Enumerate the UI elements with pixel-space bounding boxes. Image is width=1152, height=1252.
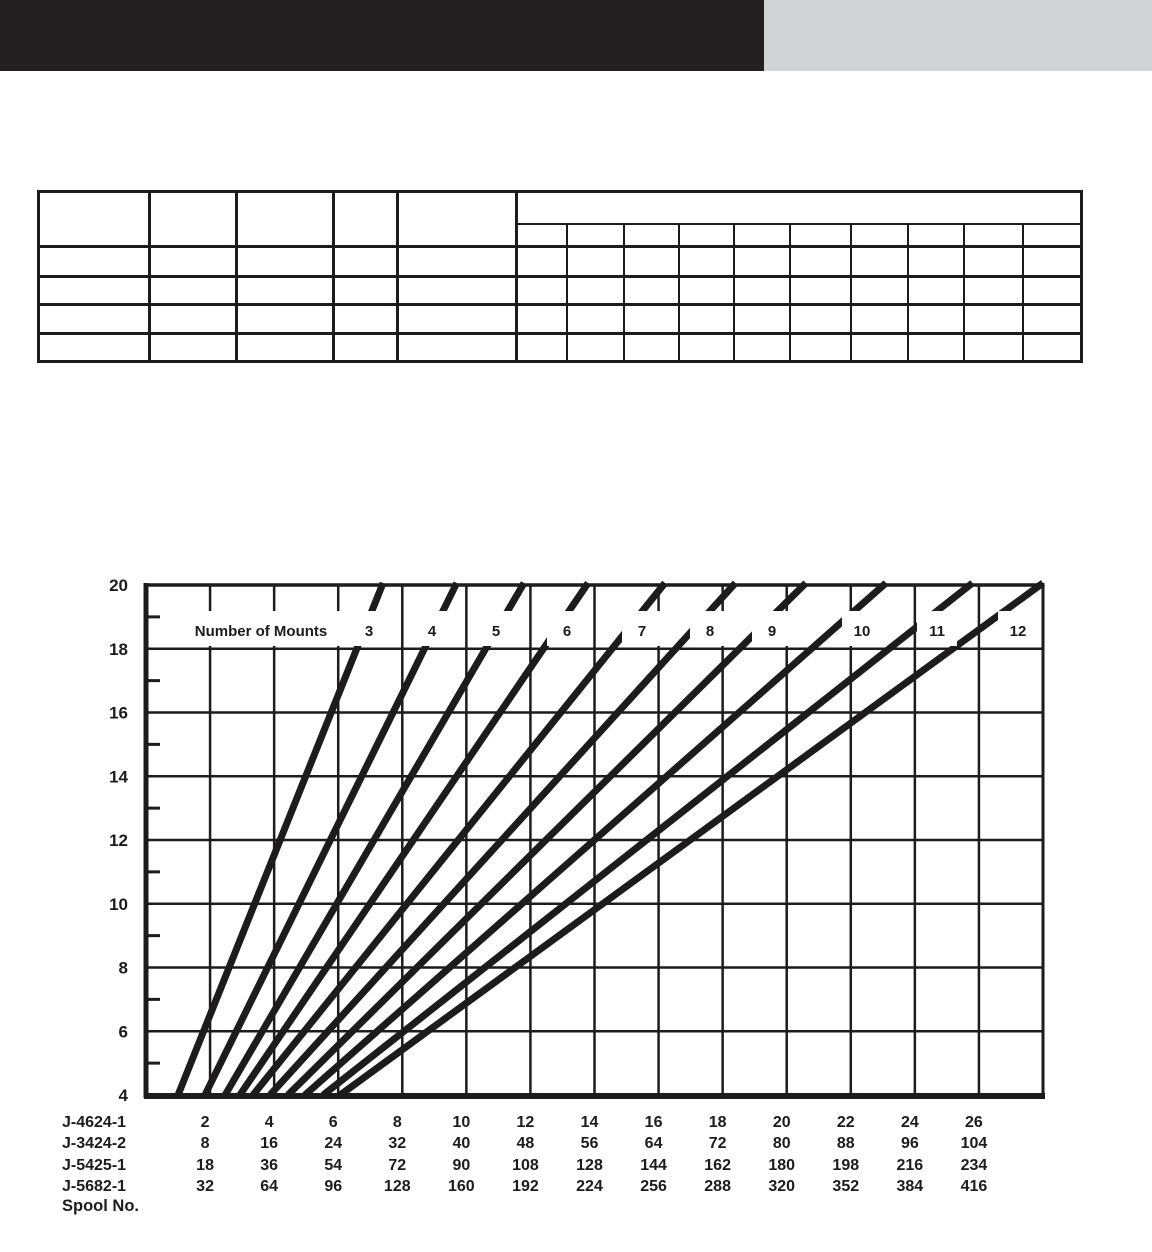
spool-value: 40	[452, 1135, 471, 1152]
spool-value: 72	[388, 1157, 407, 1174]
table-cell	[237, 277, 334, 305]
table-cell	[734, 334, 790, 362]
table-cell	[1023, 277, 1082, 305]
table-cell	[150, 334, 237, 362]
spool-value: 54	[324, 1157, 343, 1174]
mount-label-3: 3	[364, 623, 374, 640]
table-cell	[1023, 247, 1082, 277]
y-axis-label: 14	[109, 767, 128, 787]
spool-value: 64	[260, 1178, 279, 1195]
table-cell	[398, 334, 517, 362]
mount-label-11: 11	[929, 623, 945, 640]
spool-value: 32	[388, 1135, 407, 1152]
table-cell	[398, 305, 517, 334]
table-cell	[567, 247, 624, 277]
table-cell	[908, 305, 964, 334]
spool-value: 8	[392, 1114, 402, 1131]
table-cell	[398, 192, 517, 247]
y-axis-label: 10	[109, 894, 128, 914]
table-cell	[1023, 305, 1082, 334]
table-cell	[237, 305, 334, 334]
mount-label-7: 7	[637, 623, 647, 640]
table-cell	[334, 305, 398, 334]
table-cell	[334, 277, 398, 305]
table-cell	[908, 224, 964, 247]
table-row	[39, 277, 1082, 305]
table-cell	[908, 277, 964, 305]
y-axis-label: 18	[109, 639, 128, 659]
spool-value: 12	[516, 1114, 535, 1131]
table-cell	[334, 247, 398, 277]
mount-label-9: 9	[767, 623, 777, 640]
table-cell	[851, 334, 908, 362]
header-gray-block	[764, 0, 1152, 71]
table-cell	[734, 224, 790, 247]
mount-label-8: 8	[705, 623, 715, 640]
spool-value: 128	[383, 1178, 411, 1195]
table-cell	[39, 305, 150, 334]
table-cell	[150, 192, 237, 247]
y-axis-label: 20	[109, 576, 128, 595]
y-axis-label: 8	[118, 958, 128, 978]
table-cell	[964, 305, 1023, 334]
table-cell	[734, 247, 790, 277]
spool-value: 288	[704, 1178, 731, 1195]
table-cell	[398, 277, 517, 305]
table-cell	[851, 224, 908, 247]
spool-value: 14	[580, 1114, 599, 1131]
table-cell	[567, 224, 624, 247]
table-cell	[624, 305, 679, 334]
y-axis-label: 6	[118, 1022, 128, 1042]
spool-value: 96	[900, 1135, 919, 1152]
table-cell	[964, 224, 1023, 247]
table-cell	[624, 247, 679, 277]
table-cell	[517, 247, 567, 277]
table-row	[39, 305, 1082, 334]
table-cell	[790, 277, 851, 305]
spool-value: 90	[452, 1157, 471, 1174]
table-cell	[679, 247, 734, 277]
spool-row-label: J-4624-1	[62, 1114, 127, 1131]
table-cell	[851, 247, 908, 277]
table-cell	[679, 224, 734, 247]
spool-value: 384	[896, 1178, 924, 1195]
header-black-bar	[0, 0, 764, 71]
table-cell	[734, 305, 790, 334]
spool-value: 2	[200, 1114, 210, 1131]
table-cell	[567, 277, 624, 305]
table-cell	[624, 334, 679, 362]
table-cell	[790, 334, 851, 362]
spool-value: 6	[328, 1114, 338, 1131]
table-cell	[39, 192, 150, 247]
table-cell	[908, 247, 964, 277]
spool-value: 56	[580, 1135, 599, 1152]
table-cell	[517, 224, 567, 247]
spool-value: 8	[200, 1135, 210, 1152]
spool-value: 4	[264, 1114, 274, 1131]
spool-value: 32	[196, 1178, 214, 1195]
spec-table	[37, 190, 1083, 363]
spool-value: 16	[260, 1135, 279, 1152]
mount-label-12: 12	[1009, 623, 1027, 640]
table-cell	[237, 192, 334, 247]
number-of-mounts-chart	[0, 560, 1152, 1252]
table-cell	[851, 277, 908, 305]
table-cell	[567, 305, 624, 334]
spool-value: 104	[960, 1135, 988, 1152]
mount-label-6: 6	[562, 623, 572, 640]
spool-value: 20	[772, 1114, 791, 1131]
table-cell	[851, 305, 908, 334]
spool-value: 96	[324, 1178, 343, 1195]
table-cell	[517, 334, 567, 362]
y-axis-label: 12	[109, 831, 128, 850]
spool-value: 234	[960, 1157, 988, 1174]
table-cell	[39, 247, 150, 277]
spool-value: 22	[836, 1114, 855, 1131]
table-spanning-header-cell	[517, 192, 1082, 224]
table-cell	[237, 334, 334, 362]
mount-label-5: 5	[491, 623, 501, 640]
table-cell	[39, 334, 150, 362]
spool-value: 24	[324, 1135, 343, 1152]
spool-value: 10	[452, 1114, 471, 1131]
table-cell	[150, 247, 237, 277]
table-cell	[237, 247, 334, 277]
spool-value: 88	[836, 1135, 855, 1152]
table-cell	[567, 334, 624, 362]
table-cell	[398, 247, 517, 277]
mount-label-4: 4	[427, 623, 437, 640]
table-cell	[624, 277, 679, 305]
spool-value: 256	[640, 1178, 667, 1195]
spool-value: 198	[832, 1157, 860, 1174]
mount-label-10: 10	[853, 623, 871, 640]
spool-value: 80	[772, 1135, 791, 1152]
spool-row-label: J-5682-1	[62, 1178, 127, 1195]
table-cell	[334, 334, 398, 362]
table-cell	[1023, 224, 1082, 247]
table-cell	[790, 247, 851, 277]
spool-value: 64	[644, 1135, 663, 1152]
number-of-mounts-label: Number of Mounts	[194, 623, 328, 640]
spool-value: 24	[900, 1114, 919, 1131]
spool-value: 48	[516, 1135, 535, 1152]
spool-value: 144	[640, 1157, 667, 1174]
spool-row-label: J-3424-2	[62, 1135, 127, 1152]
table-cell	[908, 334, 964, 362]
spool-value: 180	[768, 1157, 796, 1174]
spool-value: 18	[196, 1157, 214, 1174]
table-cell	[790, 305, 851, 334]
table-cell	[679, 334, 734, 362]
table-cell	[734, 277, 790, 305]
spool-value: 416	[960, 1178, 988, 1195]
spool-value: 192	[512, 1178, 539, 1195]
spool-value: 26	[965, 1114, 983, 1131]
table-cell	[790, 224, 851, 247]
table-cell	[964, 247, 1023, 277]
table-header-row	[39, 192, 1082, 224]
table-cell	[334, 192, 398, 247]
table-cell	[624, 224, 679, 247]
spool-value: 160	[448, 1178, 475, 1195]
spool-value: 18	[708, 1114, 727, 1131]
table-cell	[517, 305, 567, 334]
table-cell	[150, 277, 237, 305]
spool-value: 16	[644, 1114, 663, 1131]
table-cell	[679, 277, 734, 305]
spool-value: 162	[704, 1157, 731, 1174]
table-cell	[964, 277, 1023, 305]
spool-value: 36	[260, 1157, 279, 1174]
table-cell	[517, 277, 567, 305]
table-row	[39, 247, 1082, 277]
spool-value: 224	[576, 1178, 603, 1195]
spool-value: 352	[832, 1178, 860, 1195]
table-cell	[679, 305, 734, 334]
y-axis-label: 16	[109, 703, 128, 723]
spool-row-label: J-5425-1	[62, 1157, 127, 1174]
spool-value: 320	[768, 1178, 796, 1195]
spool-value: 128	[576, 1157, 603, 1174]
spool-value: 216	[896, 1157, 924, 1174]
spool-value: 108	[512, 1157, 539, 1174]
table-cell	[39, 277, 150, 305]
table-row	[39, 334, 1082, 362]
y-axis-label: 4	[118, 1086, 128, 1105]
table-cell	[1023, 334, 1082, 362]
table-cell	[964, 334, 1023, 362]
spool-no-label: Spool No.	[62, 1197, 139, 1215]
table-cell	[150, 305, 237, 334]
spool-value: 72	[708, 1135, 727, 1152]
